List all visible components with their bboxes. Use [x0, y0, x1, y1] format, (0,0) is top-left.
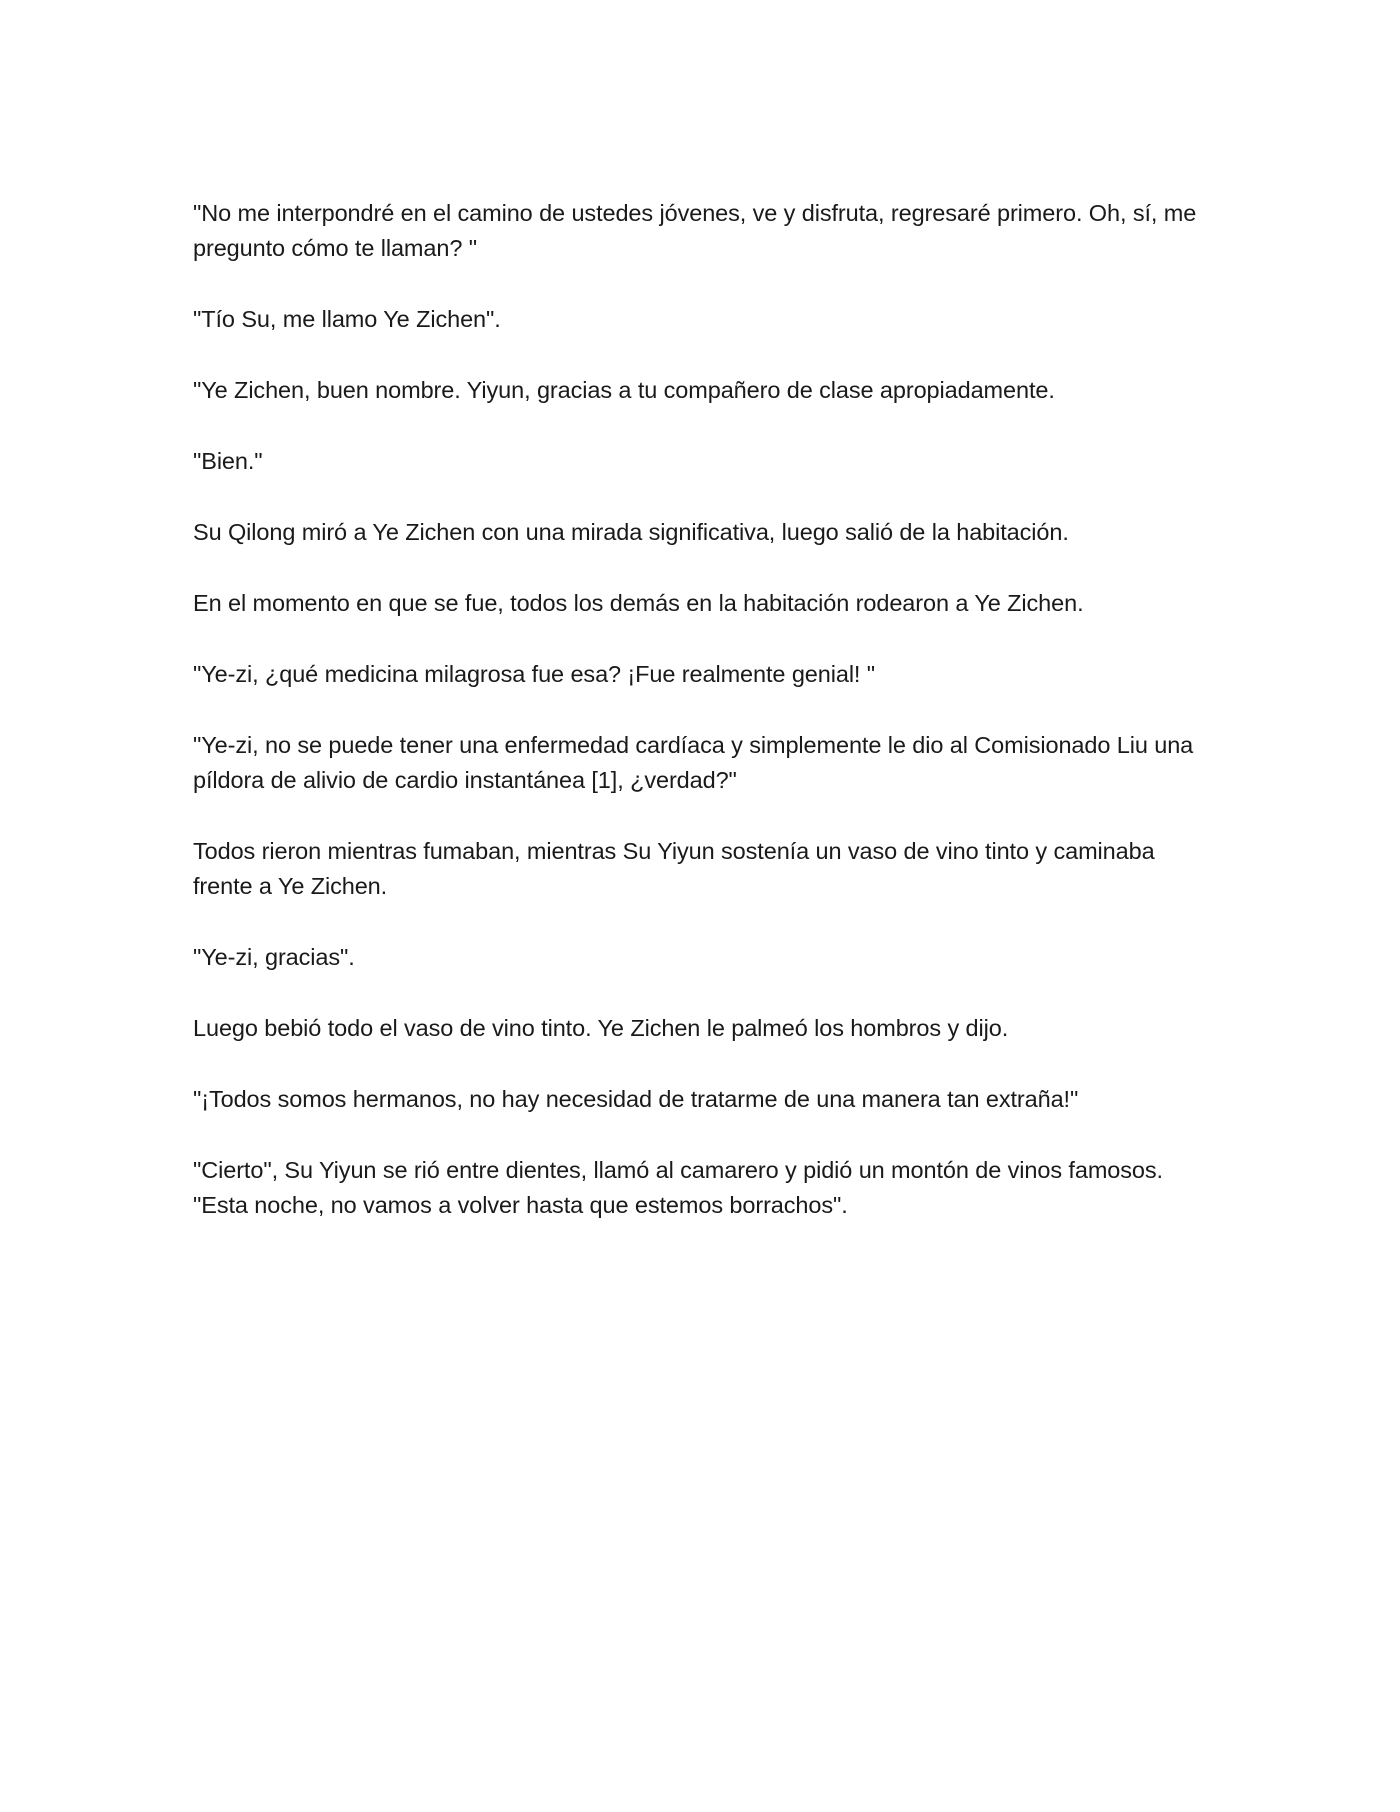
- paragraph: "Ye-zi, no se puede tener una enfermedad cardíaca y simplemente le dio al Comisionado Liu una píldora de alivio de cardio instantánea [1], ¿verdad?": [193, 732, 1194, 793]
- paragraph: "Cierto", Su Yiyun se rió entre dientes, llamó al camarero y pidió un montón de vinos famosos. "Esta noche, no vamos a volver hasta que estemos borrachos".: [193, 1157, 1163, 1218]
- paragraph: "Ye-zi, gracias".: [193, 944, 355, 970]
- paragraph: "No me interpondré en el camino de ustedes jóvenes, ve y disfruta, regresaré primero. Oh, sí, me pregunto cómo te llaman? ": [193, 200, 1197, 261]
- document-body: [193, 196, 1213, 1259]
- paragraph: "Tío Su, me llamo Ye Zichen".: [193, 306, 501, 332]
- paragraph: En el momento en que se fue, todos los demás en la habitación rodearon a Ye Zichen.: [193, 590, 1084, 616]
- paragraph: "¡Todos somos hermanos, no hay necesidad de tratarme de una manera tan extraña!": [193, 1086, 1079, 1112]
- paragraph: "Bien.": [193, 448, 263, 474]
- paragraph: Todos rieron mientras fumaban, mientras Su Yiyun sostenía un vaso de vino tinto y caminaba frente a Ye Zichen.: [193, 838, 1155, 899]
- paragraph: Luego bebió todo el vaso de vino tinto. Ye Zichen le palmeó los hombros y dijo.: [193, 1015, 1009, 1041]
- paragraph: "Ye-zi, ¿qué medicina milagrosa fue esa? ¡Fue realmente genial! ": [193, 661, 876, 687]
- paragraph: "Ye Zichen, buen nombre. Yiyun, gracias a tu compañero de clase apropiadamente.: [193, 377, 1055, 403]
- paragraph: Su Qilong miró a Ye Zichen con una mirada significativa, luego salió de la habitación.: [193, 519, 1069, 545]
